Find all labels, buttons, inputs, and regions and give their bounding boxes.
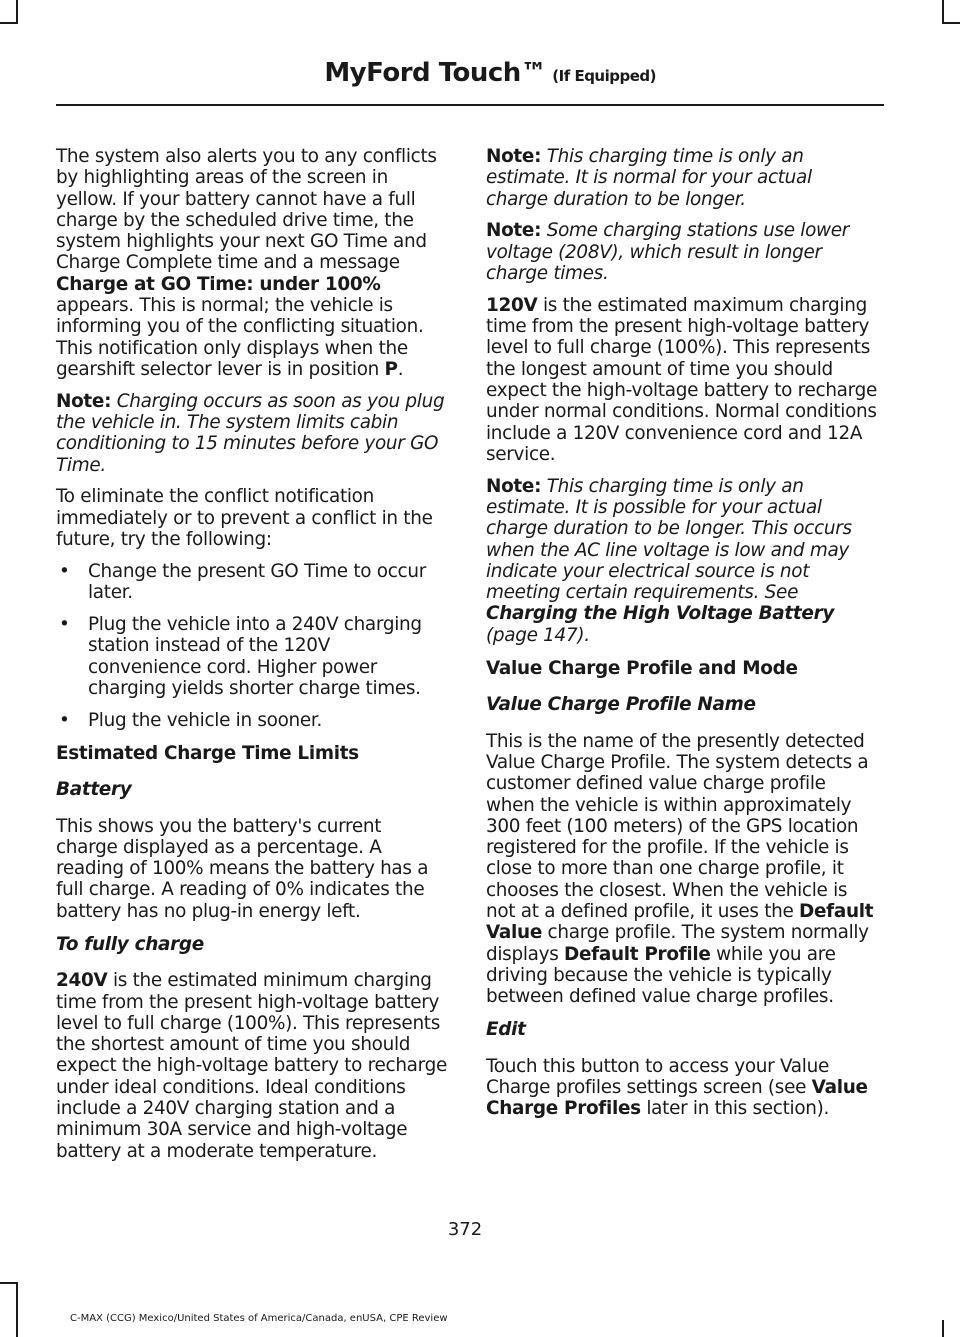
crop-mark-top-left-v (16, 0, 18, 22)
header-rule (56, 104, 884, 106)
subheading-to-fully-charge: To fully charge (56, 934, 204, 955)
paragraph-profile-name: This is the name of the presently detected Value Charge Profile. The system detects a customer defined value charge profile when the vehicle is within approximately 300 feet (100 meters) of the GPS location registered for the profile. If the vehicle is close to more than one charge profile, it chooses the closest. When the vehicle is not at a defined profile, it uses the Default Value charge profile. The system normally displays Default Profile while you are driving because the vehicle is typically between defined value charge profiles. (486, 730, 874, 1008)
page-number: 372 (447, 1219, 483, 1240)
note-charging-occurs: Note: Charging occurs as soon as you plug the vehicle in. The system limits cabin conditioning to 15 minutes before your GO Time. (56, 390, 445, 476)
crop-mark-top-left-h (0, 22, 18, 24)
footer-text: C-MAX (CCG) Mexico/United States of America/Canada, enUSA, CPE Review (70, 1313, 448, 1324)
subheading-battery: Battery (56, 779, 132, 801)
bullet-glyph: • (59, 613, 70, 635)
link-charging-high-voltage-battery[interactable]: Charging the High Voltage Battery (486, 603, 835, 625)
paragraph-240v: 240V is the estimated minimum charging time from the present high-voltage battery level to full charge (100%). This represents the shortest amount of time you should expect the high-voltage battery to recharge under ideal conditions. Ideal conditions include a 240V charging station and a minimum 30A service and high-voltage battery at a moderate temperature. (56, 970, 447, 1162)
heading-value-charge-profile-and-mode: Value Charge Profile and Mode (486, 658, 798, 680)
header-title-text: MyFord Touch™ (324, 58, 547, 88)
paragraph-eliminate-conflict: To eliminate the conflict notification immediately or to prevent a conflict in the future, try the following: (56, 486, 433, 551)
crop-mark-top-right-v (942, 0, 944, 22)
right-column (486, 146, 878, 1130)
paragraph-battery: This shows you the battery's current charge displayed as a percentage. A reading of 100% means the battery has a full charge. A reading of 0% indicates the battery has no plug-in energy left. (56, 815, 429, 922)
list-item: • Change the present GO Time to occur later. (59, 560, 426, 604)
crop-mark-bottom-left-v (16, 1282, 18, 1337)
list-item: • Plug the vehicle in sooner. (59, 709, 323, 731)
link-value-charge-profiles[interactable]: Value Charge Profiles (486, 1077, 868, 1120)
left-column (56, 146, 448, 1172)
crop-mark-bottom-right-v (942, 1320, 944, 1337)
subheading-value-charge-profile-name: Value Charge Profile Name (486, 694, 756, 716)
list-item: • Plug the vehicle into a 240V charging station instead of the 120V convenience cord. Higher power charging yields shorter charge times. (59, 613, 422, 699)
note-lower-voltage: Note: Some charging stations use lower voltage (208V), which result in longer charge times. (486, 220, 850, 284)
crop-mark-bottom-left-h (0, 1282, 18, 1284)
subheading-edit: Edit (486, 1019, 526, 1041)
bullet-glyph: • (59, 560, 70, 582)
header-subtitle: (If Equipped) (552, 67, 656, 85)
bullet-glyph: • (59, 709, 70, 731)
heading-estimated-charge-time-limits: Estimated Charge Time Limits (56, 742, 359, 764)
message-charge-at-go-time: Charge at GO Time: under 100% (56, 273, 381, 295)
page-header-title (324, 58, 656, 88)
paragraph-edit: Touch this button to access your Value Charge profiles settings screen (see Value Charge Profiles later in this section). (486, 1055, 868, 1120)
crop-mark-top-right-h (942, 22, 960, 24)
note-estimate-normal: Note: This charging time is only an estimate. It is normal for your actual charge duration to be longer. (486, 146, 812, 210)
note-estimate-possible: Note: This charging time is only an estimate. It is possible for your actual charge duration to be longer. This occurs when the AC line voltage is low and may indicate your electrical source is not meeting certain requirements. See Charging the High Voltage Battery (page 147). (486, 475, 852, 646)
bullet-list (56, 561, 448, 731)
paragraph-conflicts: The system also alerts you to any conflicts by highlighting areas of the screen in yellow. If your battery cannot have a full charge by the scheduled drive time, the system highlights your next GO Time and Charge Complete time and a message Charge at GO Time: under 100% appears. This is normal; the vehicle is informing you of the conflicting situation. This notification only displays when the gearshift selector lever is in position P. (56, 146, 437, 380)
paragraph-120v: 120V is the estimated maximum charging time from the present high-voltage battery level to full charge (100%). This represents the longest amount of time you should expect the high-voltage battery to recharge under normal conditions. Normal conditions include a 120V convenience cord and 12A service. (486, 294, 877, 465)
gear-position-p: P (384, 358, 398, 380)
